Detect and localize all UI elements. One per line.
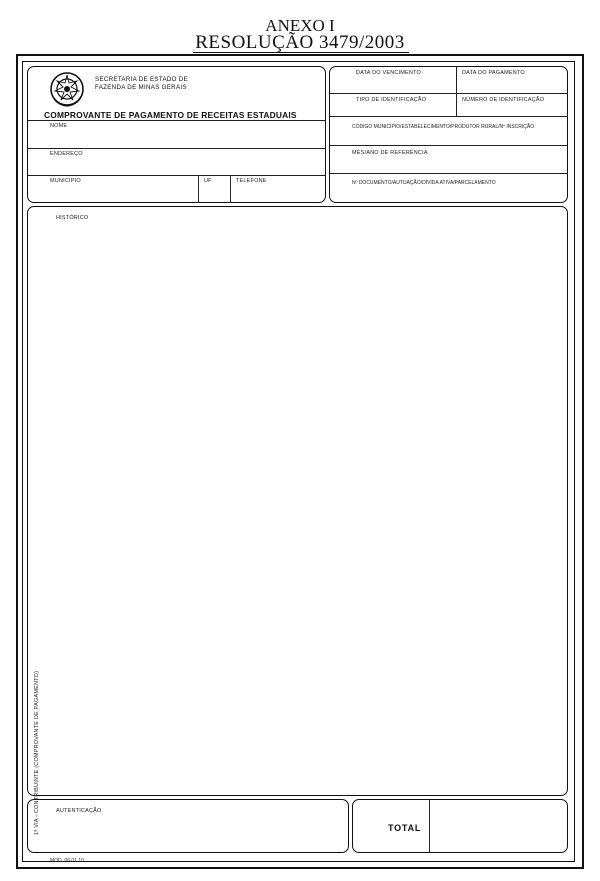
row-divider-tipo xyxy=(330,93,567,94)
form-code: MOD. 06.01.10 xyxy=(50,858,84,864)
field-label-data-pagamento: DATA DO PAGAMENTO xyxy=(462,70,525,76)
state-seal-icon xyxy=(47,69,87,109)
field-label-codigo-municipio: CÓDIGO MUNICÍPIO/ESTABELECIMENTO/PRODUTOR RURAL/Nº INSCRIÇÃO xyxy=(352,124,535,130)
field-label-numero-documento: Nº DOCUMENTO/AUTUAÇÃO/DÍVIDA ATIVA/PARCELAMENTO xyxy=(352,180,496,186)
row-divider-mes-ano xyxy=(330,145,567,146)
resolution-title: RESOLUÇÃO 3479/2003 xyxy=(195,32,405,53)
issuer-line-2: FAZENDA DE MINAS GERAIS xyxy=(95,84,187,91)
divider-uf xyxy=(198,175,199,203)
row-divider-municipio xyxy=(28,175,326,176)
field-label-uf: UF xyxy=(204,178,212,184)
row-divider-nome xyxy=(28,120,326,121)
annex-title: ANEXO I xyxy=(265,16,335,35)
title-underline xyxy=(193,52,409,53)
issuer-line-1: SECRETARIA DE ESTADO DE xyxy=(95,76,188,83)
field-label-endereco: ENDEREÇO xyxy=(50,151,83,157)
row-divider-codigo xyxy=(330,116,567,117)
field-label-nome: NOME xyxy=(50,123,68,129)
field-label-telefone: TELEFONE xyxy=(236,178,267,184)
total-box xyxy=(352,799,568,853)
divider-total xyxy=(429,799,430,853)
total-label: TOTAL xyxy=(388,823,422,833)
field-label-data-vencimento: DATA DO VENCIMENTO xyxy=(356,70,422,76)
side-note: 1ª VIA - CONTRIBUINTE (COMPROVANTE DE PAGAMENTO) xyxy=(34,670,40,835)
field-label-tipo-identificacao: TIPO DE IDENTIFICAÇÃO xyxy=(356,97,427,103)
row-divider-documento xyxy=(330,173,567,174)
field-label-autenticacao: AUTENTICAÇÃO xyxy=(56,808,102,814)
form-title: COMPROVANTE DE PAGAMENTO DE RECEITAS ESTADUAIS xyxy=(44,110,297,120)
divider-top-right xyxy=(456,66,457,116)
field-label-municipio: MUNICÍPIO xyxy=(50,178,81,184)
field-label-numero-identificacao: NÚMERO DE IDENTIFICAÇÃO xyxy=(462,97,545,103)
historico-box xyxy=(27,206,568,796)
row-divider-endereco xyxy=(28,148,326,149)
divider-telefone xyxy=(230,175,231,203)
field-label-mes-ano: MÊS/ANO DE REFERÊNCIA xyxy=(352,150,428,156)
field-label-historico: HISTÓRICO xyxy=(56,215,89,221)
